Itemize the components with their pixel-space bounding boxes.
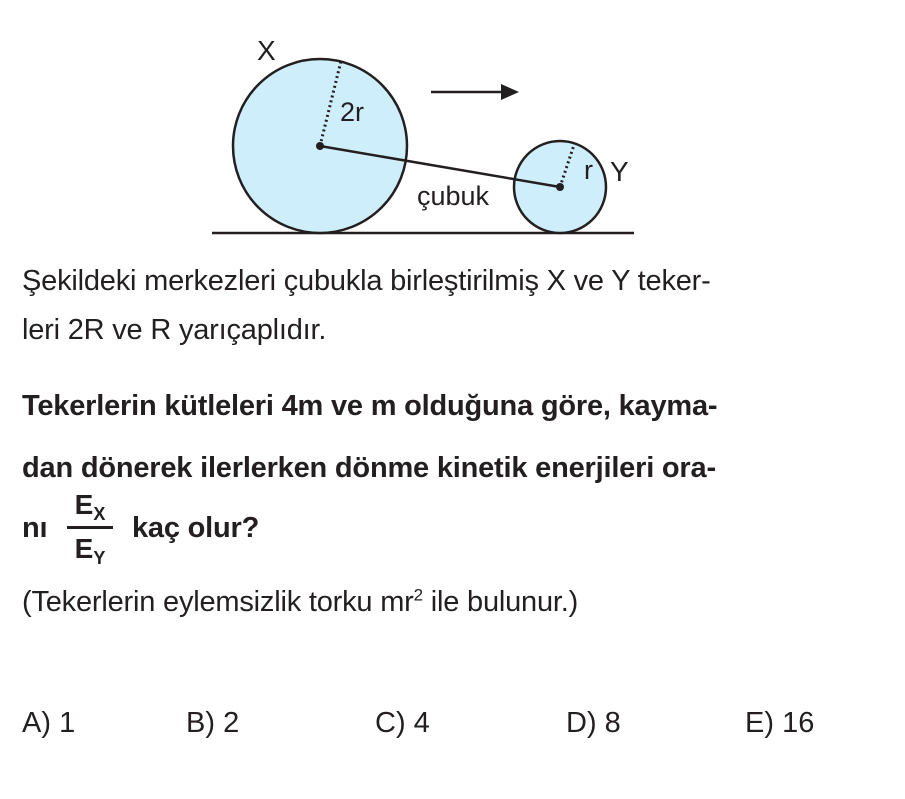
question-line-2: leri 2R ve R yarıçaplıdır. [22,314,327,346]
label-2r: 2r [340,97,365,127]
label-x: X [257,35,276,66]
question-line-1: Şekildeki merkezleri çubukla birleştirilmiş X ve Y teker- [22,265,711,297]
fraction-numerator: $E_X$ [74,489,106,524]
option-d[interactable]: D) 8 [566,707,621,739]
fraction-bar [67,526,113,529]
option-b[interactable]: B) 2 [186,707,240,739]
label-y: Y [610,156,629,187]
label-r: r [584,155,593,185]
center-y-dot [556,183,564,191]
fraction-denominator: $E_Y$ [74,533,106,568]
option-a[interactable]: A) 1 [22,707,76,739]
question-bold-prefix: nı [22,512,48,544]
question-bold-suffix: kaç olur? [132,512,260,544]
label-rod: çubuk [417,181,490,211]
question-bold-line-1: Tekerlerin kütleleri 4m ve m olduğuna göre, kayma- [22,390,718,422]
wheels-diagram [0,0,905,250]
center-x-dot [316,142,324,150]
question-note: (Tekerlerin eylemsizlik torku $mr^2$ ile bulunur.) [22,585,579,618]
direction-arrow-head [501,84,519,100]
question-bold-line-2: dan dönerek ilerlerken dönme kinetik enerjileri ora- [22,452,716,484]
option-e[interactable]: E) 16 [745,707,815,739]
option-c[interactable]: C) 4 [375,707,430,739]
energy-ratio-fraction [65,486,115,570]
